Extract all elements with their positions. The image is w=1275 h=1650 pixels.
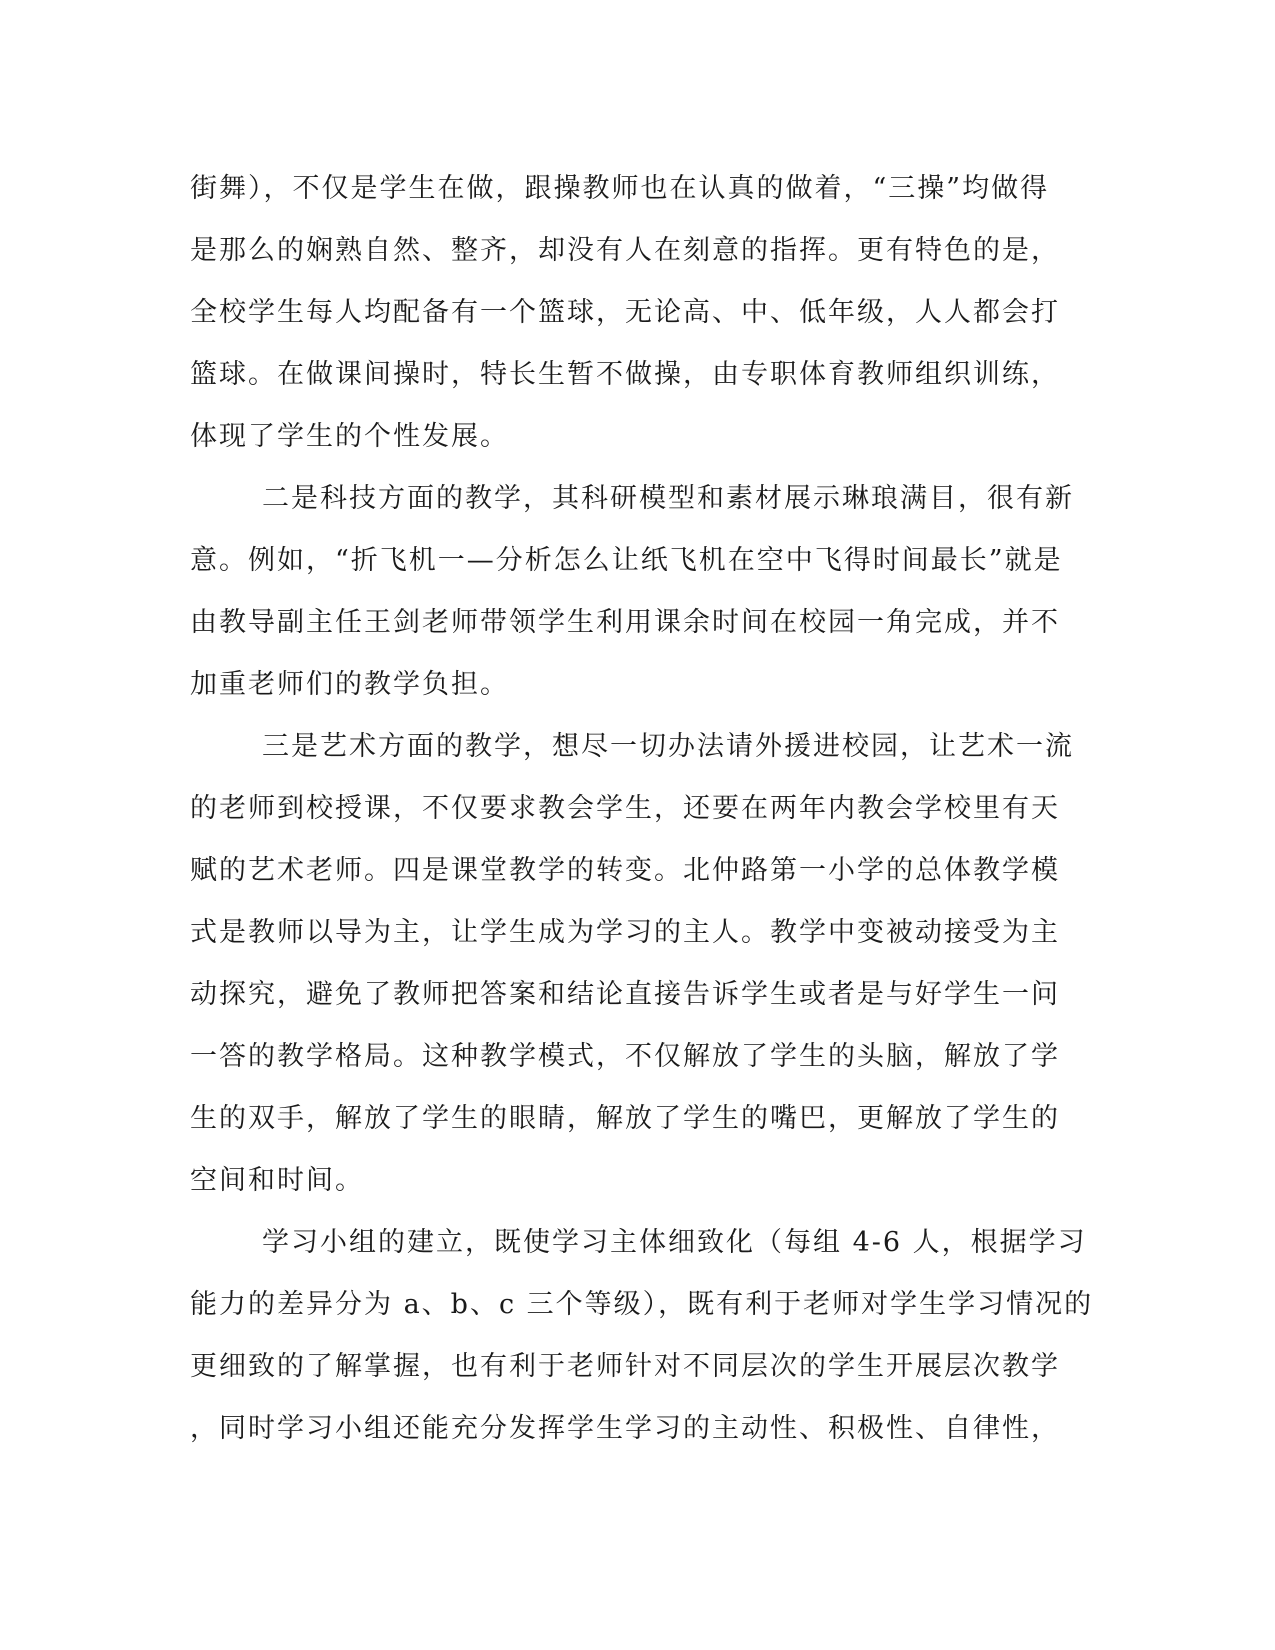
text-line: 篮球。在做课间操时，特长生暂不做操，由专职体育教师组织训练， <box>190 359 1060 390</box>
text-line: 赋的艺术老师。四是课堂教学的转变。北仲路第一小学的总体教学模 <box>190 855 1060 886</box>
text-line: 由教导副主任王剑老师带领学生利用课余时间在校园一角完成，并不 <box>190 607 1060 638</box>
paragraph-start-line: 二是科技方面的教学，其科研模型和素材展示琳琅满目，很有新 <box>262 483 1074 514</box>
text-line: 空间和时间。 <box>190 1165 364 1196</box>
body-text <box>190 158 1094 1460</box>
text-line: 意。例如，“折飞机一—分析怎么让纸飞机在空中飞得时间最长”就是 <box>190 545 1063 576</box>
text-line: 生的双手，解放了学生的眼睛，解放了学生的嘴巴，更解放了学生的 <box>190 1103 1060 1134</box>
text-line: 的老师到校授课，不仅要求教会学生，还要在两年内教会学校里有天 <box>190 793 1060 824</box>
text-line: 更细致的了解掌握，也有利于老师针对不同层次的学生开展层次教学 <box>190 1351 1060 1382</box>
text-line: 全校学生每人均配备有一个篮球，无论高、中、低年级，人人都会打 <box>190 297 1060 328</box>
text-line: 能力的差异分为 a、b、c 三个等级），既有利于老师对学生学习情况的 <box>190 1289 1094 1320</box>
text-line: 是那么的娴熟自然、整齐，却没有人在刻意的指挥。更有特色的是， <box>190 235 1060 266</box>
paragraph-start-line: 三是艺术方面的教学，想尽一切办法请外援进校园，让艺术一流 <box>262 731 1074 762</box>
text-line: ，同时学习小组还能充分发挥学生学习的主动性、积极性、自律性， <box>190 1413 1060 1444</box>
text-line: 动探究，避免了教师把答案和结论直接告诉学生或者是与好学生一问 <box>190 979 1060 1010</box>
paragraph-start-line: 学习小组的建立，既使学习主体细致化（每组 4-6 人，根据学习 <box>262 1227 1087 1258</box>
text-line: 体现了学生的个性发展。 <box>190 421 509 452</box>
text-line: 一答的教学格局。这种教学模式，不仅解放了学生的头脑，解放了学 <box>190 1041 1060 1072</box>
text-line: 加重老师们的教学负担。 <box>190 669 509 700</box>
text-line: 式是教师以导为主，让学生成为学习的主人。教学中变被动接受为主 <box>190 917 1060 948</box>
text-line: 街舞），不仅是学生在做，跟操教师也在认真的做着，“三操”均做得 <box>190 173 1050 204</box>
